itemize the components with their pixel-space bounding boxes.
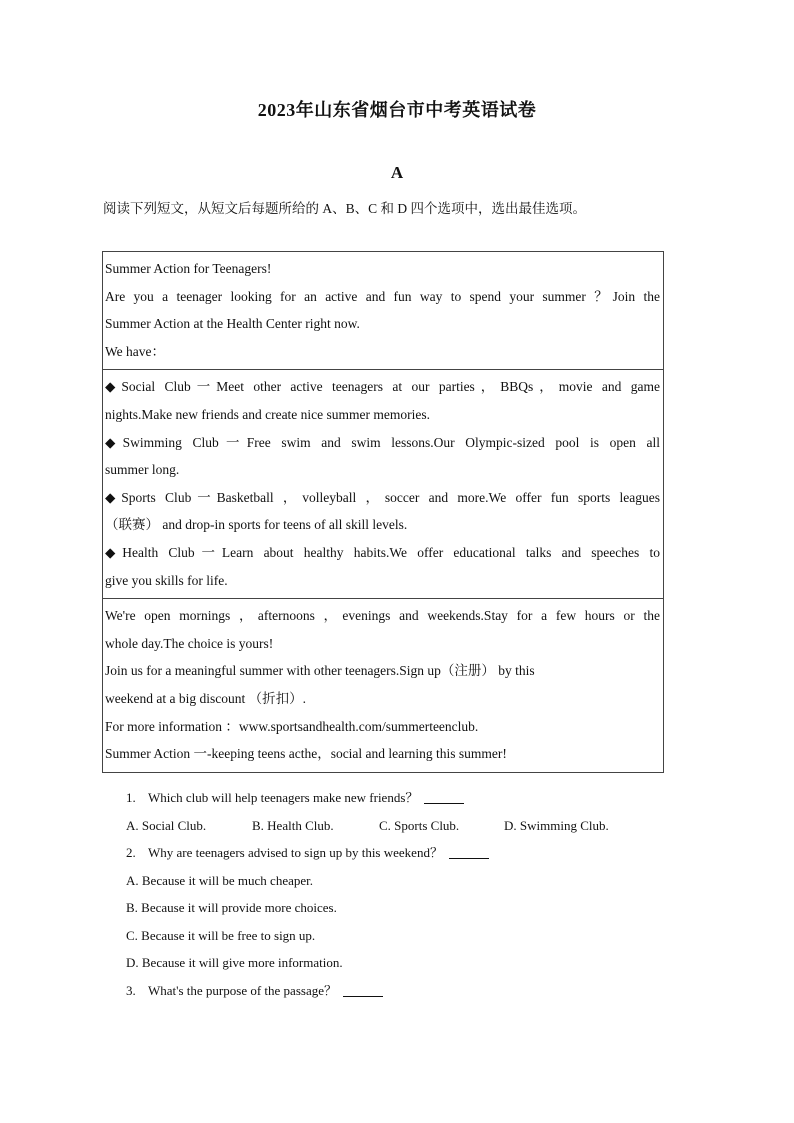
option-b[interactable]: B. Because it will provide more choices.	[126, 900, 337, 915]
document-title: 2023年山东省烟台市中考英语试卷	[257, 100, 537, 120]
question-3	[126, 977, 609, 1005]
question-1-options	[126, 812, 609, 840]
passage-line: Are you a teenager looking for an active and fun way to spend your summer ？Join the	[105, 288, 660, 304]
question-text: What's the purpose of the passage？	[148, 982, 337, 998]
question-number: 1.	[126, 790, 136, 805]
instructions-text: 阅读下列短文，从短文后每题所给的 A、B、C 和 D 四个选项中，选出最佳选项。	[103, 201, 587, 216]
question-number: 2.	[126, 845, 136, 860]
answer-blank[interactable]	[343, 982, 383, 997]
option-b[interactable]: B. Health Club.	[252, 817, 334, 833]
passage-line: whole day.The choice is yours!	[105, 635, 274, 651]
option-c[interactable]: C. Because it will be free to sign up.	[126, 927, 316, 943]
passage-closing	[103, 598, 663, 772]
answer-blank[interactable]	[449, 844, 489, 859]
passage-line: Summer Action 一-keeping teens acthe，social and learning this summer!	[105, 746, 507, 762]
passage-line: We're open mornings ，afternoons ，evenings and weekends.Stay for a few hours or the	[105, 608, 660, 624]
answer-blank[interactable]	[424, 789, 464, 804]
passage-line: We have：	[105, 343, 166, 359]
passage-intro	[103, 252, 663, 369]
passage-line: nights.Make new friends and create nice summer memories.	[105, 406, 431, 422]
passage-line: （联赛） and drop-in sports for teens of all skill levels.	[105, 517, 408, 533]
passage-line: Summer Action at the Health Center right now.	[105, 316, 360, 332]
question-list	[126, 784, 609, 1004]
question-2	[126, 839, 609, 867]
passage-line: summer long.	[105, 462, 180, 478]
passage-line: For more information ：www.sportsandhealth.com/summerteenclub.	[105, 718, 479, 734]
passage-line: weekend at a big discount （折扣）.	[105, 690, 306, 706]
question-text: Which club will help teenagers make new friends？	[148, 790, 419, 805]
passage-line: ◆Health Club一Learn about healthy habits.We offer educational talks and speeches to	[105, 544, 660, 560]
option-a[interactable]: A. Social Club.	[126, 817, 207, 833]
passage-box	[102, 251, 664, 773]
section-heading: A	[390, 163, 404, 182]
question-number: 3.	[126, 982, 136, 998]
option-d[interactable]: D. Because it will give more information.	[126, 955, 343, 970]
option-d[interactable]: D. Swimming Club.	[504, 817, 609, 833]
passage-line: Summer Action for Teenagers!	[105, 261, 272, 276]
passage-line: Join us for a meaningful summer with other teenagers.Sign up（注册） by this	[105, 663, 535, 679]
passage-line: ◆Swimming Club一Free swim and swim lessons.Our Olympic-sized pool is open all	[105, 434, 660, 450]
question-1	[126, 784, 609, 812]
passage-clubs	[103, 369, 663, 598]
question-text: Why are teenagers advised to sign up by this weekend？	[148, 845, 443, 860]
option-a[interactable]: A. Because it will be much cheaper.	[126, 872, 313, 888]
passage-line: give you skills for life.	[105, 572, 228, 588]
passage-line: ◆Sports Club一Basketball ，volleyball ，soccer and more.We offer fun sports leagues	[105, 489, 660, 505]
passage-line: ◆Social Club一Meet other active teenagers at our parties，BBQs，movie and game	[105, 379, 660, 395]
option-c[interactable]: C. Sports Club.	[379, 817, 460, 833]
